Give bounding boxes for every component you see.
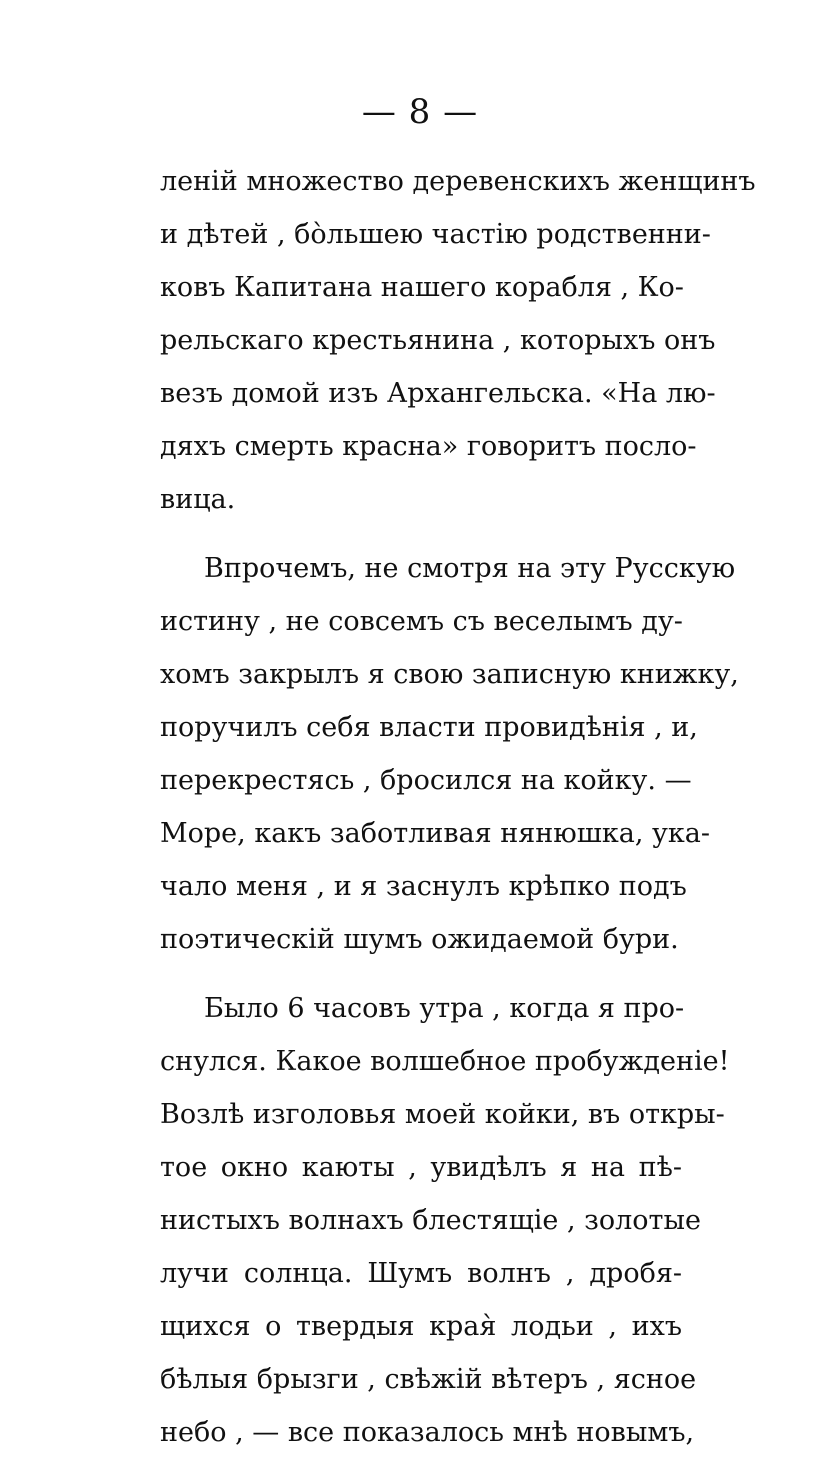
text-line: Море, какъ заботливая нянюшка, ука- [160,818,711,849]
text-line: тое окно каюты , увидѣлъ я на пѣ- [160,1152,682,1183]
text-line: дяхъ смерть красна» говоритъ посло- [160,431,697,462]
text-line: ковъ Капитана нашего корабля , Ко- [160,272,684,303]
text-line: бѣлыя брызги , свѣжій вѣтеръ , ясное [160,1364,697,1395]
text-line: снулся. Какое волшебное пробужденіе! [160,1046,730,1077]
text-line: хомъ закрылъ я свою записную книжку, [160,659,739,690]
text-line: чало меня , и я заснулъ крѣпко подъ [160,871,687,902]
text-line: Впрочемъ, не смотря на эту Русскую [204,553,736,584]
paragraph-gap [160,966,682,982]
text-line: нистыхъ волнахъ блестящіе , золотые [160,1205,701,1236]
text-line: лучи солнца. Шумъ волнъ , дробя- [160,1258,682,1289]
text-line: поручилъ себя власти провидѣнія , и, [160,712,698,743]
text-line: Было 6 часовъ утра , когда я про- [204,993,685,1024]
text-line: истину , не совсемъ съ веселымъ ду- [160,606,683,637]
body-text [160,155,756,1459]
paragraph-gap [160,526,682,542]
page-number: — 8 — [361,92,479,132]
text-line: Возлѣ изголовья моей койки, въ откры- [160,1099,725,1130]
text-line: перекрестясь , бросился на койку. — [160,765,692,796]
text-line: небо , — все показалось мнѣ новымъ, [160,1417,695,1448]
text-line: рельскаго крестьянина , которыхъ онъ [160,325,716,356]
text-line: везъ домой изъ Архангельска. «На лю- [160,378,716,409]
text-line: и дѣтей , бо̀льшею частію родственни- [160,219,711,250]
text-line: вица. [160,484,236,515]
text-line: поэтическій шумъ ожидаемой бури. [160,924,679,955]
text-line: леній множество деревенскихъ женщинъ [160,166,756,197]
text-line: щихся о твердыя края̀ лодьи , ихъ [160,1311,682,1342]
